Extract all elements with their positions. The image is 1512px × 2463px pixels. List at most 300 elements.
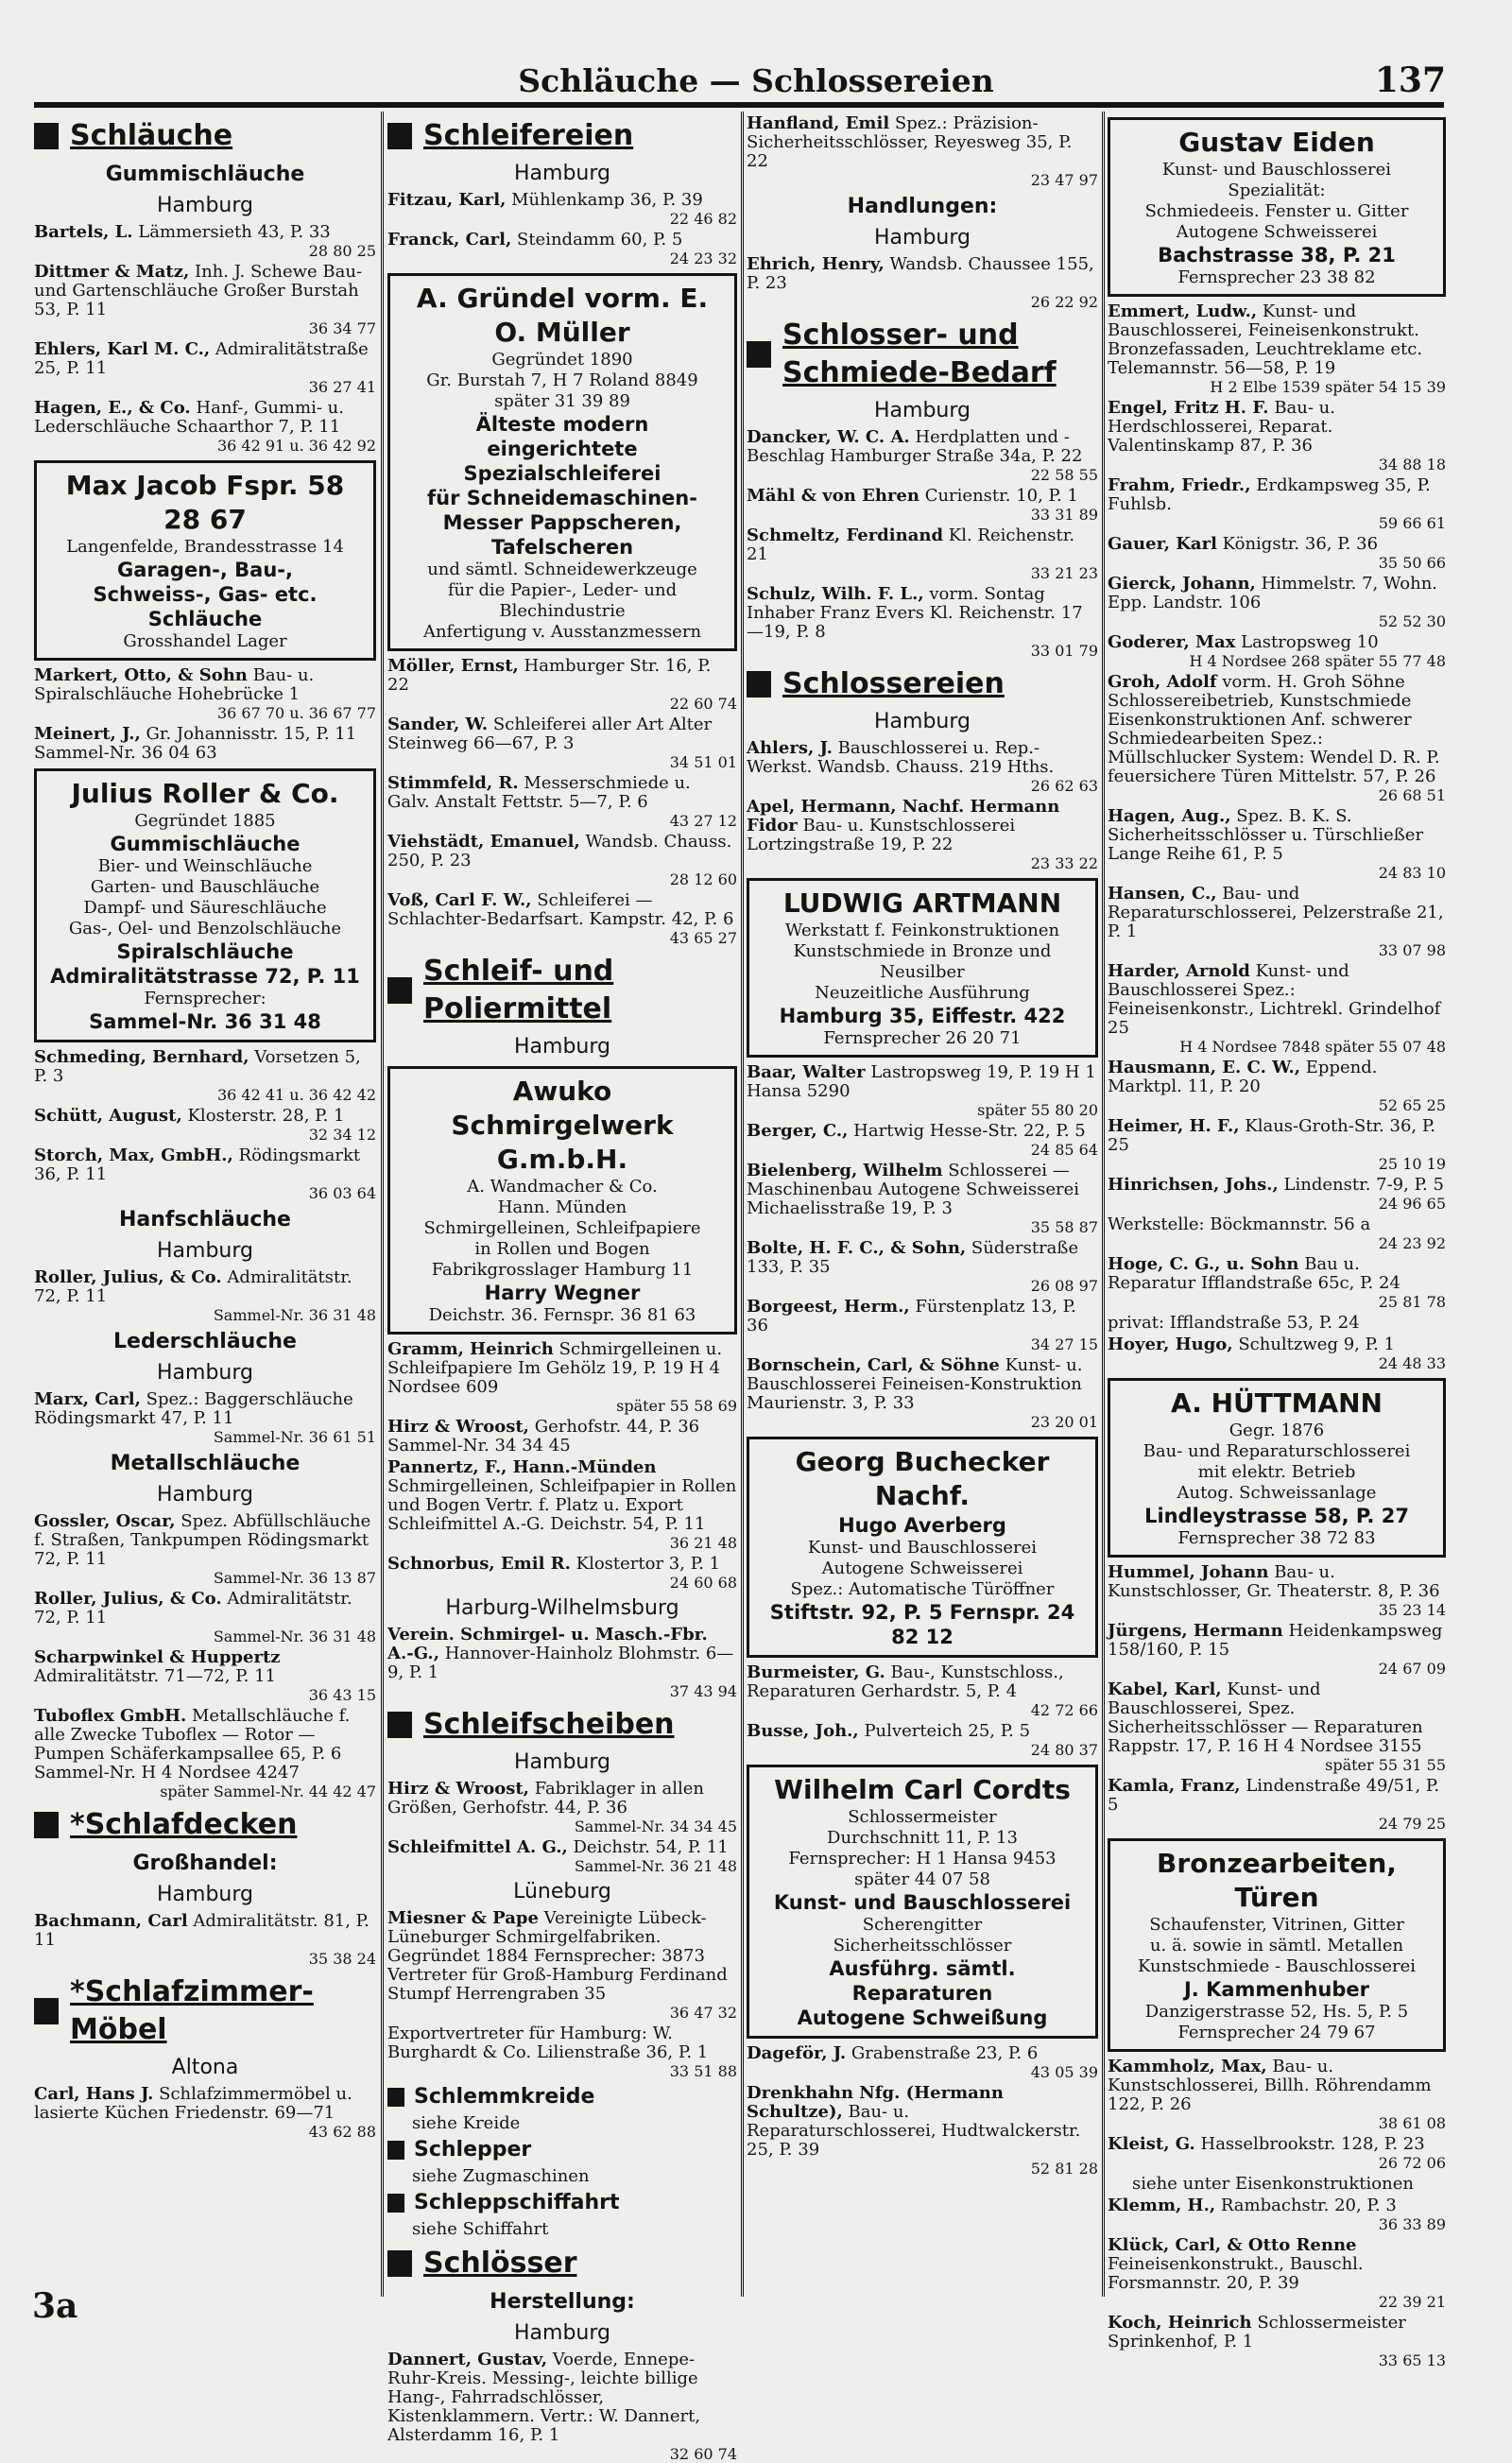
ad-line: in Rollen und Bogen — [474, 1239, 650, 1259]
subsection-heading-text: Schlepper — [414, 2138, 532, 2162]
footer-signature: 3a — [32, 2286, 78, 2326]
entry-details: Gerhofstr. 44, P. 36 Sammel-Nr. 34 34 45 — [387, 1417, 700, 1455]
entry-phone: 52 65 25 — [1378, 1096, 1446, 1114]
entry-details: Wandsb. Chaussee 155, P. 23 — [747, 254, 1094, 293]
entry-name: Borgeest, Herm., — [747, 1297, 910, 1317]
directory-entry — [1108, 962, 1446, 1056]
entry-phone: 24 60 68 — [669, 1574, 737, 1592]
directory-entry — [747, 1356, 1098, 1431]
entry-details: Wandsb. Chauss. 250, P. 23 — [387, 832, 732, 870]
directory-entry — [1108, 2236, 1446, 2311]
directory-entry — [387, 1418, 737, 1455]
directory-entry — [1108, 1059, 1446, 1114]
entry-name: Möller, Ernst, — [387, 656, 519, 676]
directory-entry — [387, 715, 737, 771]
ad-line: Gas-, Oel- und Benzolschläuche — [68, 919, 342, 939]
entry-details: Hartwig Hesse-Str. 22, P. 5 — [853, 1121, 1086, 1141]
ad-line: Fernsprecher 24 79 67 — [1177, 2023, 1376, 2042]
ad-line: Spez.: Automatische Türöffner — [790, 1579, 1055, 1599]
advertisement-eiden — [1108, 117, 1446, 297]
entry-phone: 36 67 70 u. 36 67 77 — [216, 704, 376, 722]
entry-name: Hoyer, Hugo, — [1108, 1335, 1233, 1354]
entry-phone: 38 61 08 — [1378, 2114, 1446, 2132]
entry-name: Bielenberg, Wilhelm — [747, 1161, 943, 1180]
ad-line: Deichstr. 36. Fernspr. 36 81 63 — [428, 1305, 696, 1325]
section-bullet-icon — [34, 123, 59, 149]
entry-phone: später 55 80 20 — [977, 1101, 1098, 1119]
entry-phone: 26 72 06 — [1378, 2154, 1446, 2172]
ad-line: A. Gründel vorm. E. O. Müller — [416, 283, 709, 348]
ad-line: Schaufenster, Vitrinen, Gitter — [1149, 1915, 1404, 1935]
entry-phone: 36 43 15 — [308, 1686, 376, 1704]
ad-line: Fernsprecher 26 20 71 — [823, 1028, 1022, 1048]
section-heading-text: Schlosser- und Schmiede-Bedarf — [782, 319, 1057, 389]
entry-details: Bau- u. Kunstschlosserei Lortzingstraße 19, P. 22 — [747, 816, 1016, 854]
entry-details: Lindenstr. 7-9, P. 5 — [1283, 1175, 1444, 1195]
entry-phone: H 4 Nordsee 7848 später 55 07 48 — [1179, 1038, 1446, 1056]
directory-entry — [1108, 1335, 1446, 1372]
section-heading — [747, 317, 1098, 392]
section-heading-text: Schleifscheiben — [423, 1708, 675, 1741]
entry-phone: Sammel-Nr. 36 21 48 — [574, 1857, 737, 1875]
ad-line: Fernsprecher: — [144, 989, 266, 1008]
ad-line: Bier- und Weinschläuche — [97, 856, 313, 876]
directory-entry — [387, 891, 737, 947]
directory-entry — [1108, 1777, 1446, 1833]
entry-details: Fürstenplatz 13, P. 36 — [747, 1297, 1076, 1335]
directory-entry — [1108, 1314, 1446, 1333]
city-heading: Hamburg — [514, 1750, 610, 1774]
directory-entry — [747, 526, 1098, 582]
entry-name: Hausmann, E. C. W., — [1108, 1058, 1301, 1077]
entry-name: Engel, Fritz H. F. — [1108, 398, 1269, 418]
directory-entry — [34, 223, 376, 260]
entry-phone: 26 22 92 — [1030, 293, 1098, 311]
entry-name: Hagen, E., & Co. — [34, 398, 191, 418]
directory-entry — [747, 798, 1098, 872]
directory-entry — [1108, 1622, 1446, 1678]
entry-details: Bau- u. Kunstschlosserei, Billh. Röhrendamm 122, P. 26 — [1108, 2057, 1432, 2114]
entry-phone: 22 60 74 — [669, 695, 737, 713]
directory-entry — [387, 2024, 737, 2080]
section-heading — [34, 117, 376, 155]
entry-phone: Sammel-Nr. 36 31 48 — [213, 1306, 376, 1324]
entry-name: Hagen, Aug., — [1108, 806, 1231, 826]
entry-details: Spez. Abfüllschläuche f. Straßen, Tankpumpen Rödingsmarkt 72, P. 11 — [34, 1511, 371, 1569]
entry-name: Ahlers, J. — [747, 738, 833, 758]
category-heading: Gummischläuche — [105, 163, 305, 186]
directory-entry — [387, 1838, 737, 1875]
entry-name: Groh, Adolf — [1108, 672, 1217, 692]
directory-entry — [747, 1122, 1098, 1159]
section-bullet-icon — [387, 2250, 412, 2277]
entry-name: Verein. Schmirgel- u. Masch.-Fbr. A.-G., — [387, 1625, 708, 1663]
entry-name: Schnorbus, Emil R. — [387, 1554, 571, 1574]
ad-line: Gustav Eiden — [1178, 127, 1375, 158]
column-divider — [741, 112, 744, 2297]
directory-entry — [1108, 1176, 1446, 1213]
entry-name: Busse, Joh., — [747, 1721, 859, 1741]
directory-entry — [34, 1707, 376, 1800]
ad-line: LUDWIG ARTMANN — [782, 887, 1062, 919]
ad-line: und sämtl. Schneidewerkzeuge — [427, 560, 697, 579]
entry-phone: 33 65 13 — [1378, 2351, 1446, 2369]
subsection-heading — [387, 2190, 737, 2216]
entry-name: Frahm, Friedr., — [1108, 475, 1251, 495]
entry-phone: 43 65 27 — [669, 929, 737, 947]
ad-line: mit elektr. Betrieb — [1197, 1462, 1356, 1482]
entry-phone: 35 38 24 — [308, 1950, 376, 1968]
column-2 — [387, 112, 737, 2463]
section-heading-text: *Schlafdecken — [70, 1808, 298, 1841]
entry-name: Hansen, C., — [1108, 884, 1217, 904]
directory-entry — [34, 1268, 376, 1324]
section-bullet-icon — [34, 1998, 59, 2024]
directory-entry — [34, 666, 376, 722]
entry-details: Kl. Reichenstr. 21 — [747, 525, 1075, 564]
directory-entry — [1108, 575, 1446, 630]
ad-line: A. Wandmacher & Co. — [467, 1177, 658, 1197]
section-heading — [387, 117, 737, 155]
entry-name: Franck, Carl, — [387, 230, 512, 250]
directory-entry — [1108, 807, 1446, 882]
entry-name: Roller, Julius, & Co. — [34, 1267, 222, 1287]
entry-name: Drenkhahn Nfg. (Hermann Schultze), — [747, 2083, 1004, 2122]
entry-name: Tuboflex GmbH. — [34, 1706, 187, 1726]
entry-phone: 42 72 66 — [1030, 1701, 1098, 1719]
entry-details: Werkstelle: Böckmannstr. 56 a — [1108, 1214, 1371, 1234]
entry-phone: Sammel-Nr. 34 34 45 — [574, 1817, 737, 1835]
section-heading — [34, 1973, 376, 2049]
ad-line: Neuzeitliche Ausführung — [815, 983, 1030, 1003]
entry-details: Herdplatten und -Beschlag Hamburger Straße 34a, P. 22 — [747, 427, 1083, 466]
directory-entry — [34, 1590, 376, 1645]
section-heading-text: Schläuche — [70, 119, 233, 152]
city-heading: Altona — [171, 2056, 239, 2079]
ad-line: Hamburg 35, Eiffestr. 422 — [779, 1005, 1066, 1027]
entry-details: Admiralitätstraße 25, P. 11 — [34, 339, 369, 378]
directory-entry — [747, 585, 1098, 660]
advertisement-artmann — [747, 878, 1098, 1058]
directory-entry — [34, 263, 376, 337]
entry-name: Goderer, Max — [1108, 632, 1236, 652]
entry-details: Schlosserei — Maschinenbau Autogene Schweisserei Michaelisstraße 19, P. 3 — [747, 1161, 1080, 1218]
ad-line: Harry Wegner — [484, 1282, 641, 1304]
entry-phone: 33 07 98 — [1378, 941, 1446, 959]
city-heading: Hamburg — [514, 2321, 610, 2345]
section-bullet-icon — [387, 977, 412, 1004]
ad-line: Schläuche — [147, 608, 263, 630]
entry-name: Heimer, H. F., — [1108, 1116, 1240, 1136]
entry-phone: 28 80 25 — [308, 242, 376, 260]
entry-name: Klemm, H., — [1108, 2196, 1216, 2215]
entry-phone: 33 31 89 — [1030, 506, 1098, 524]
section-bullet-icon — [387, 123, 412, 149]
ad-line: Bachstrasse 38, P. 21 — [1158, 244, 1396, 267]
entry-details: Bau-, Kunstschloss., Reparaturen Gerhardstr. 5, P. 4 — [747, 1662, 1064, 1701]
directory-entry — [387, 1780, 737, 1835]
city-heading: Hamburg — [157, 1883, 253, 1906]
directory-entry — [387, 231, 737, 267]
entry-phone: 23 47 97 — [1030, 171, 1098, 189]
ad-line: Awuko Schmirgelwerk G.m.b.H. — [451, 1076, 674, 1175]
subsection-heading — [387, 2137, 737, 2163]
entry-details: Schlafzimmermöbel u. lasierte Küchen Friedenstr. 69—71 — [34, 2084, 352, 2123]
directory-entry — [34, 1390, 376, 1446]
entry-details: Klaus-Groth-Str. 36, P. 25 — [1108, 1116, 1436, 1155]
entry-details: Feineisenkonstrukt., Bauschl. Forsmannstr. 20, P. 39 — [1108, 2254, 1364, 2293]
entry-name: Kammholz, Max, — [1108, 2057, 1267, 2076]
section-heading-text: Schleif- und Poliermittel — [423, 955, 614, 1025]
entry-phone: 25 81 78 — [1378, 1293, 1446, 1311]
section-heading-text: Schleifereien — [423, 119, 634, 152]
advertisement-huettmann — [1108, 1378, 1446, 1558]
entry-details: Gr. Johannisstr. 15, P. 11 Sammel-Nr. 36 04 63 — [34, 724, 357, 763]
entry-details: Bau- u. Spiralschläuche Hohebrücke 1 — [34, 665, 315, 704]
directory-entry — [1108, 885, 1446, 959]
entry-details: Schleiferei aller Art Alter Steinweg 66—67, P. 3 — [387, 715, 713, 753]
column-divider — [381, 112, 384, 2297]
entry-details: Deichstr. 54, P. 11 — [573, 1837, 729, 1857]
category-heading: Metallschläuche — [110, 1452, 301, 1475]
ad-line: Scherengitter — [862, 1915, 983, 1935]
entry-details: Spez. B. K. S. Sicherheitsschlösser u. Türschließer Lange Reihe 61, P. 5 — [1108, 806, 1424, 864]
entry-details: Hasselbrookstr. 128, P. 23 — [1200, 2134, 1425, 2154]
entry-name: Dittmer & Matz, — [34, 262, 190, 282]
entry-name: Schulz, Wilh. F. L., — [747, 584, 924, 604]
directory-entry — [1108, 535, 1446, 572]
entry-phone: 36 42 41 u. 36 42 42 — [216, 1086, 376, 1104]
entry-phone: 24 79 25 — [1378, 1815, 1446, 1833]
ad-line: Hugo Averberg — [838, 1514, 1006, 1537]
header-rule — [34, 102, 1444, 108]
entry-name: Berger, C., — [747, 1121, 849, 1141]
entry-phone: 36 21 48 — [669, 1534, 737, 1552]
section-bullet-icon — [747, 671, 771, 698]
entry-name: Markert, Otto, & Sohn — [34, 665, 248, 685]
entry-phone: 36 03 64 — [308, 1184, 376, 1202]
entry-name: Roller, Julius, & Co. — [34, 1589, 222, 1609]
entry-phone: 33 01 79 — [1030, 642, 1098, 660]
ad-line: u. ä. sowie in sämtl. Metallen — [1149, 1936, 1404, 1955]
section-bullet-icon — [34, 1812, 59, 1838]
directory-entry — [747, 114, 1098, 189]
entry-phone: 28 12 60 — [669, 870, 737, 888]
entry-phone: 32 34 12 — [308, 1126, 376, 1144]
entry-details: Lindenstraße 49/51, P. 5 — [1108, 1776, 1440, 1815]
directory-entry — [1108, 1563, 1446, 1619]
ad-line: für die Papier-, Leder- und Blechindustrie — [447, 580, 678, 621]
city-heading: Hamburg — [157, 1239, 253, 1263]
entry-phone: 23 20 01 — [1030, 1413, 1098, 1431]
entry-phone: 36 47 32 — [669, 2004, 737, 2022]
entry-name: Dannert, Gustav, — [387, 2350, 548, 2369]
ad-line: Danzigerstrasse 52, Hs. 5, P. 5 — [1144, 2002, 1409, 2022]
subsection-heading-text: Schlemmkreide — [414, 2085, 595, 2109]
ad-line: Gegründet 1885 — [134, 811, 276, 831]
entry-name: Klück, Carl, & Otto Renne — [1108, 2235, 1357, 2255]
directory-entry — [1108, 1680, 1446, 1774]
ad-line: Autog. Schweissanlage — [1177, 1483, 1377, 1503]
entry-details: Königstr. 36, P. 36 — [1222, 534, 1379, 554]
entry-phone: 52 81 28 — [1030, 2160, 1098, 2178]
entry-name: Dageför, J. — [747, 2043, 847, 2063]
advertisement-gruendel — [387, 273, 737, 651]
city-heading: Hamburg — [514, 1035, 610, 1059]
entry-details: Schultzweg 9, P. 1 — [1238, 1335, 1395, 1354]
advertisement-awuko — [387, 1066, 737, 1335]
ad-line: Kunst- und Bauschlosserei — [807, 1538, 1038, 1558]
entry-details: Erdkampsweg 35, P. Fuhlsb. — [1108, 475, 1431, 514]
entry-phone: 43 27 12 — [669, 812, 737, 830]
ad-line: Lindleystrasse 58, P. 27 — [1144, 1505, 1409, 1527]
entry-phone: später 55 58 69 — [616, 1397, 737, 1415]
ad-line: Autogene Schweisserei — [821, 1559, 1023, 1578]
entry-phone: 24 23 32 — [669, 250, 737, 267]
entry-details: Inh. J. Schewe Bau- und Gartenschläuche Großer Burstah 53, P. 11 — [34, 262, 363, 319]
entry-name: Sander, W. — [387, 715, 489, 734]
entry-name: Voß, Carl F. W., — [387, 890, 532, 910]
entry-name: Gauer, Karl — [1108, 534, 1217, 554]
category-heading: Handlungen: — [847, 195, 998, 218]
ad-line: Langenfelde, Brandesstrasse 14 — [66, 537, 344, 557]
ad-line: Bau- und Reparaturschlosserei — [1143, 1441, 1411, 1461]
entry-details: Fabriklager in allen Größen, Gerhofstr. 44, P. 36 — [387, 1779, 705, 1817]
ad-line: Werkstatt f. Feinkonstruktionen — [784, 921, 1060, 940]
directory-entry — [1108, 476, 1446, 532]
entry-name: Hirz & Wroost, — [387, 1779, 529, 1799]
entry-name: Bartels, L. — [34, 222, 133, 242]
entry-details: Vereinigte Lübeck-Lüneburger Schmirgelfabriken. Gegründet 1884 Fernsprecher: 3873 Vertreter für Groß-Hamburg Ferdinand Stumpf Herrengraben 35 — [387, 1908, 728, 2004]
cross-reference: siehe Schiffahrt — [412, 2219, 549, 2239]
directory-entry — [747, 739, 1098, 795]
entry-details: Kunst- und Bauschlosserei Spez.: Feineisenkonstr., Lichtrekl. Grindelhof 25 — [1108, 961, 1441, 1038]
entry-details: Messerschmiede u. Galv. Anstalt Fettstr. 5—7, P. 6 — [387, 773, 691, 812]
entry-name: Viehstädt, Emanuel, — [387, 832, 580, 852]
entry-name: Schmeding, Bernhard, — [34, 1047, 249, 1067]
ad-line: Schmirgelleinen, Schleifpapiere — [423, 1218, 701, 1238]
entry-details: Schlossermeister Sprinkenhof, P. 1 — [1108, 2313, 1406, 2351]
city-heading: Harburg-Wilhelmsburg — [445, 1596, 679, 1620]
directory-entry — [1108, 2196, 1446, 2233]
city-heading: Hamburg — [157, 194, 253, 217]
city-heading: Hamburg — [157, 1483, 253, 1507]
section-bullet-icon — [747, 341, 771, 368]
subsection-heading — [387, 2084, 737, 2110]
directory-entry — [1108, 399, 1446, 474]
column-4 — [1108, 112, 1446, 2369]
ad-line: Garten- und Bauschläuche — [90, 877, 320, 897]
entry-details: Heidenkampsweg 158/160, P. 15 — [1108, 1621, 1443, 1660]
entry-name: Bornschein, Carl, & Söhne — [747, 1355, 1000, 1375]
entry-name: Bolte, H. F. C., & Sohn, — [747, 1238, 967, 1258]
section-heading — [747, 665, 1098, 703]
entry-name: Scharpwinkel & Huppertz — [34, 1647, 281, 1667]
entry-phone: 43 62 88 — [308, 2123, 376, 2141]
entry-phone: 32 60 74 — [669, 2445, 737, 2463]
directory-entry — [34, 1912, 376, 1968]
entry-details: Lämmersieth 43, P. 33 — [138, 222, 331, 242]
advertisement-roller — [34, 768, 376, 1042]
entry-phone: H 4 Nordsee 268 später 55 77 48 — [1189, 652, 1446, 670]
entry-details: Bauschlosserei u. Rep.-Werkst. Wandsb. Chauss. 219 Hths. — [747, 738, 1055, 777]
category-heading: Herstellung: — [490, 2290, 635, 2314]
entry-details: Hamburger Str. 16, P. 22 — [387, 656, 712, 695]
cross-reference: siehe Zugmaschinen — [412, 2166, 590, 2186]
advertisement-kammenhuber — [1108, 1838, 1446, 2052]
entry-name: Carl, Hans J. — [34, 2084, 154, 2104]
directory-entry — [34, 725, 376, 763]
directory-entry — [1108, 302, 1446, 396]
entry-details: Hanf-, Gummi- u. Lederschläuche Schaarthor 7, P. 11 — [34, 398, 344, 437]
entry-name: Baar, Walter — [747, 1062, 866, 1082]
directory-entry — [387, 1458, 737, 1552]
entry-phone: 25 10 19 — [1378, 1155, 1446, 1173]
ad-line: Fernsprecher 23 38 82 — [1177, 267, 1376, 287]
entry-details: Rambachstr. 20, P. 3 — [1220, 2196, 1397, 2215]
entry-phone: 35 58 87 — [1030, 1218, 1098, 1236]
entry-details: Spez.: Präzision-Sicherheitsschlösser, Reyesweg 35, P. 22 — [747, 113, 1073, 171]
ad-line: Hann. Münden — [497, 1197, 627, 1217]
ad-line: Kunstschmiede - Bauschlosserei — [1138, 1956, 1416, 1976]
entry-phone: 26 62 63 — [1030, 777, 1098, 795]
entry-phone: 59 66 61 — [1378, 514, 1446, 532]
entry-name: Gramm, Heinrich — [387, 1339, 554, 1359]
ad-line: Grosshandel Lager — [123, 631, 287, 651]
ad-line: Kunst- und Bauschlosserei — [773, 1891, 1072, 1914]
entry-name: Burmeister, G. — [747, 1662, 885, 1682]
column-3 — [747, 112, 1098, 2297]
entry-phone: 26 68 51 — [1378, 786, 1446, 804]
entry-details: Voerde, Ennepe-Ruhr-Kreis. Messing-, leichte billige Hang-, Fahrradschlösser, Kistenklammern. Vertr.: W. Dannert, Alsterdamm 16, P. 1 — [387, 2350, 701, 2445]
section-heading — [387, 2245, 737, 2282]
ad-line: Spiralschläuche — [116, 940, 294, 963]
entry-name: Bachmann, Carl — [34, 1911, 188, 1931]
directory-entry — [387, 1909, 737, 2022]
section-heading — [34, 1806, 376, 1844]
entry-details: privat: Ifflandstraße 53, P. 24 — [1108, 1313, 1360, 1333]
entry-name: Fitzau, Karl, — [387, 190, 507, 210]
entry-details: Vorsetzen 5, P. 3 — [34, 1047, 361, 1086]
ad-line: Kunst- und Bauschlosserei — [1161, 160, 1392, 180]
directory-entry — [34, 2085, 376, 2141]
directory-entry — [387, 2351, 737, 2463]
directory-entry — [747, 1063, 1098, 1119]
entry-details: Schleiferei — Schlachter-Bedarfsart. Kampstr. 42, P. 6 — [387, 890, 734, 929]
ad-line: Fabrikgrosslager Hamburg 11 — [431, 1260, 694, 1280]
entry-phone: 22 58 55 — [1030, 466, 1098, 484]
section-heading — [387, 1706, 737, 1744]
city-heading: Hamburg — [874, 710, 971, 733]
entry-phone: Sammel-Nr. 36 13 87 — [213, 1569, 376, 1587]
ad-line: später 31 39 89 — [494, 391, 630, 411]
entry-name: Marx, Carl, — [34, 1389, 141, 1409]
entry-name: Storch, Max, GmbH., — [34, 1145, 233, 1165]
entry-name: Kamla, Franz, — [1108, 1776, 1241, 1796]
entry-phone: 43 05 39 — [1030, 2063, 1098, 2081]
ad-line: später 44 07 58 — [854, 1869, 990, 1889]
directory-entry — [1108, 2135, 1446, 2172]
entry-phone: 33 21 23 — [1030, 564, 1098, 582]
advertisement-buchecker — [747, 1437, 1098, 1658]
ad-line: Sammel-Nr. 36 31 48 — [89, 1010, 321, 1033]
ad-line: Julius Roller & Co. — [71, 778, 339, 809]
category-heading: Großhandel: — [132, 1852, 278, 1875]
entry-details: Hannover-Hainholz Blohmstr. 6—9, P. 1 — [387, 1644, 734, 1682]
ad-line: für Schneidemaschinen-Messer Pappscheren, Tafelscheren — [427, 487, 697, 559]
ad-line: Ausführg. sämtl. Reparaturen — [829, 1957, 1016, 2005]
entry-name: Gierck, Johann, — [1108, 574, 1256, 594]
